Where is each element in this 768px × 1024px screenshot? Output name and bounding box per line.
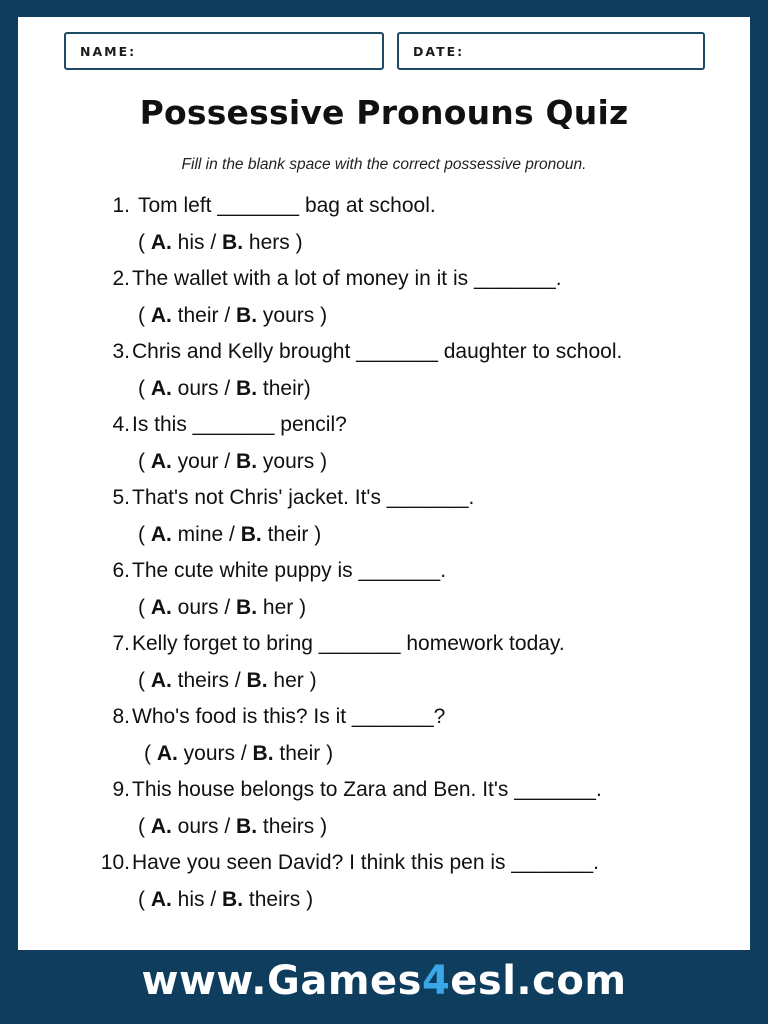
answer-options [138, 815, 327, 839]
option-b-label: B. [252, 742, 274, 765]
question-text: That's not Chris' jacket. It's _______. [132, 486, 475, 509]
question-number: 2. [112, 267, 130, 290]
worksheet-page [18, 17, 750, 950]
answer-options [138, 888, 313, 912]
question-item [18, 190, 750, 263]
options-separator: / [235, 742, 253, 765]
question-number: 10. [100, 851, 130, 874]
site-url-footer[interactable] [0, 958, 768, 1004]
option-a-label: A. [150, 304, 172, 327]
question-item [18, 701, 750, 774]
option-a: your [177, 450, 219, 473]
answer-options [138, 523, 321, 547]
options-close: ) [289, 231, 303, 254]
options-separator: / [204, 231, 223, 254]
answer-options [138, 596, 306, 620]
option-b-label: B. [236, 377, 258, 400]
options-open: ( [144, 742, 157, 765]
question-item [18, 628, 750, 701]
option-a-label: A. [150, 523, 172, 546]
question-number: 6. [112, 559, 130, 582]
options-open: ( [138, 231, 151, 254]
date-label: DATE: [413, 44, 465, 59]
question-text: Have you seen David? I think this pen is _______. [132, 851, 599, 874]
options-close: ) [303, 377, 311, 400]
options-open: ( [138, 596, 151, 619]
option-b: theirs [262, 815, 315, 838]
question-item [18, 482, 750, 555]
option-a-label: A. [150, 450, 172, 473]
options-close: ) [293, 596, 307, 619]
options-close: ) [314, 815, 328, 838]
question-number: 4. [112, 413, 130, 436]
question-item [18, 336, 750, 409]
options-close: ) [308, 523, 322, 546]
option-b: hers [248, 231, 290, 254]
question-item [18, 774, 750, 847]
options-separator: / [218, 596, 237, 619]
options-open: ( [138, 523, 151, 546]
options-close: ) [320, 742, 334, 765]
options-separator: / [218, 815, 237, 838]
options-open: ( [138, 815, 151, 838]
question-text: Chris and Kelly brought _______ daughter to school. [132, 340, 623, 363]
option-b: their [262, 377, 304, 400]
question-number: 7. [112, 632, 130, 655]
footer-url-suffix: esl.com [450, 958, 627, 1004]
footer-url-accent: 4 [421, 958, 451, 1004]
question-text: Is this _______ pencil? [132, 413, 347, 436]
question-item [18, 263, 750, 336]
option-a-label: A. [150, 888, 172, 911]
option-b-label: B. [240, 523, 262, 546]
option-a: his [177, 231, 205, 254]
question-list [18, 190, 750, 920]
options-separator: / [218, 450, 237, 473]
option-a: yours [183, 742, 236, 765]
option-b: their [279, 742, 321, 765]
question-number: 1. [112, 194, 130, 217]
options-separator: / [229, 669, 247, 692]
name-field[interactable] [64, 32, 384, 70]
answer-options [138, 669, 317, 693]
options-open: ( [138, 888, 151, 911]
option-a-label: A. [156, 742, 178, 765]
option-b-label: B. [236, 450, 258, 473]
option-b-label: B. [222, 888, 244, 911]
question-text: Tom left _______ bag at school. [138, 194, 436, 217]
option-b: yours [262, 450, 315, 473]
question-number: 9. [112, 778, 130, 801]
option-a: ours [177, 596, 219, 619]
footer-url-prefix: www.Games [141, 958, 422, 1004]
question-item [18, 847, 750, 920]
answer-options [144, 742, 333, 766]
question-text: Who's food is this? Is it _______? [132, 705, 446, 728]
page-title: Possessive Pronouns Quiz [139, 93, 629, 132]
options-close: ) [314, 450, 328, 473]
option-b-label: B. [236, 304, 258, 327]
option-b-label: B. [222, 231, 244, 254]
question-text: The cute white puppy is _______. [132, 559, 447, 582]
options-open: ( [138, 450, 151, 473]
options-separator: / [218, 377, 237, 400]
answer-options [138, 450, 327, 474]
question-item [18, 555, 750, 628]
option-b-label: B. [236, 596, 258, 619]
option-a: ours [177, 815, 219, 838]
options-close: ) [303, 669, 317, 692]
option-a: their [177, 304, 219, 327]
answer-options [138, 377, 311, 401]
options-close: ) [314, 304, 328, 327]
name-label: NAME: [80, 44, 137, 59]
question-number: 3. [112, 340, 130, 363]
option-a-label: A. [150, 815, 172, 838]
option-a: mine [177, 523, 224, 546]
option-a-label: A. [150, 596, 172, 619]
option-b: yours [262, 304, 315, 327]
option-b: their [267, 523, 309, 546]
options-separator: / [204, 888, 223, 911]
option-a-label: A. [150, 669, 172, 692]
question-number: 5. [112, 486, 130, 509]
answer-options [138, 231, 303, 255]
option-a: theirs [177, 669, 230, 692]
options-open: ( [138, 377, 151, 400]
option-a: ours [177, 377, 219, 400]
question-item [18, 409, 750, 482]
option-a-label: A. [150, 231, 172, 254]
question-number: 8. [112, 705, 130, 728]
options-open: ( [138, 304, 151, 327]
options-open: ( [138, 669, 151, 692]
option-b: theirs [248, 888, 301, 911]
option-a: his [177, 888, 205, 911]
options-separator: / [223, 523, 241, 546]
instructions: Fill in the blank space with the correct possessive pronoun. [181, 156, 587, 173]
date-field[interactable] [397, 32, 705, 70]
option-a-label: A. [150, 377, 172, 400]
option-b-label: B. [236, 815, 258, 838]
option-b-label: B. [246, 669, 268, 692]
options-close: ) [300, 888, 314, 911]
answer-options [138, 304, 327, 328]
option-b: her [262, 596, 294, 619]
options-separator: / [218, 304, 237, 327]
question-text: The wallet with a lot of money in it is _______. [132, 267, 562, 290]
question-text: Kelly forget to bring _______ homework today. [132, 632, 565, 655]
question-text: This house belongs to Zara and Ben. It's _______. [132, 778, 602, 801]
option-b: her [273, 669, 304, 692]
